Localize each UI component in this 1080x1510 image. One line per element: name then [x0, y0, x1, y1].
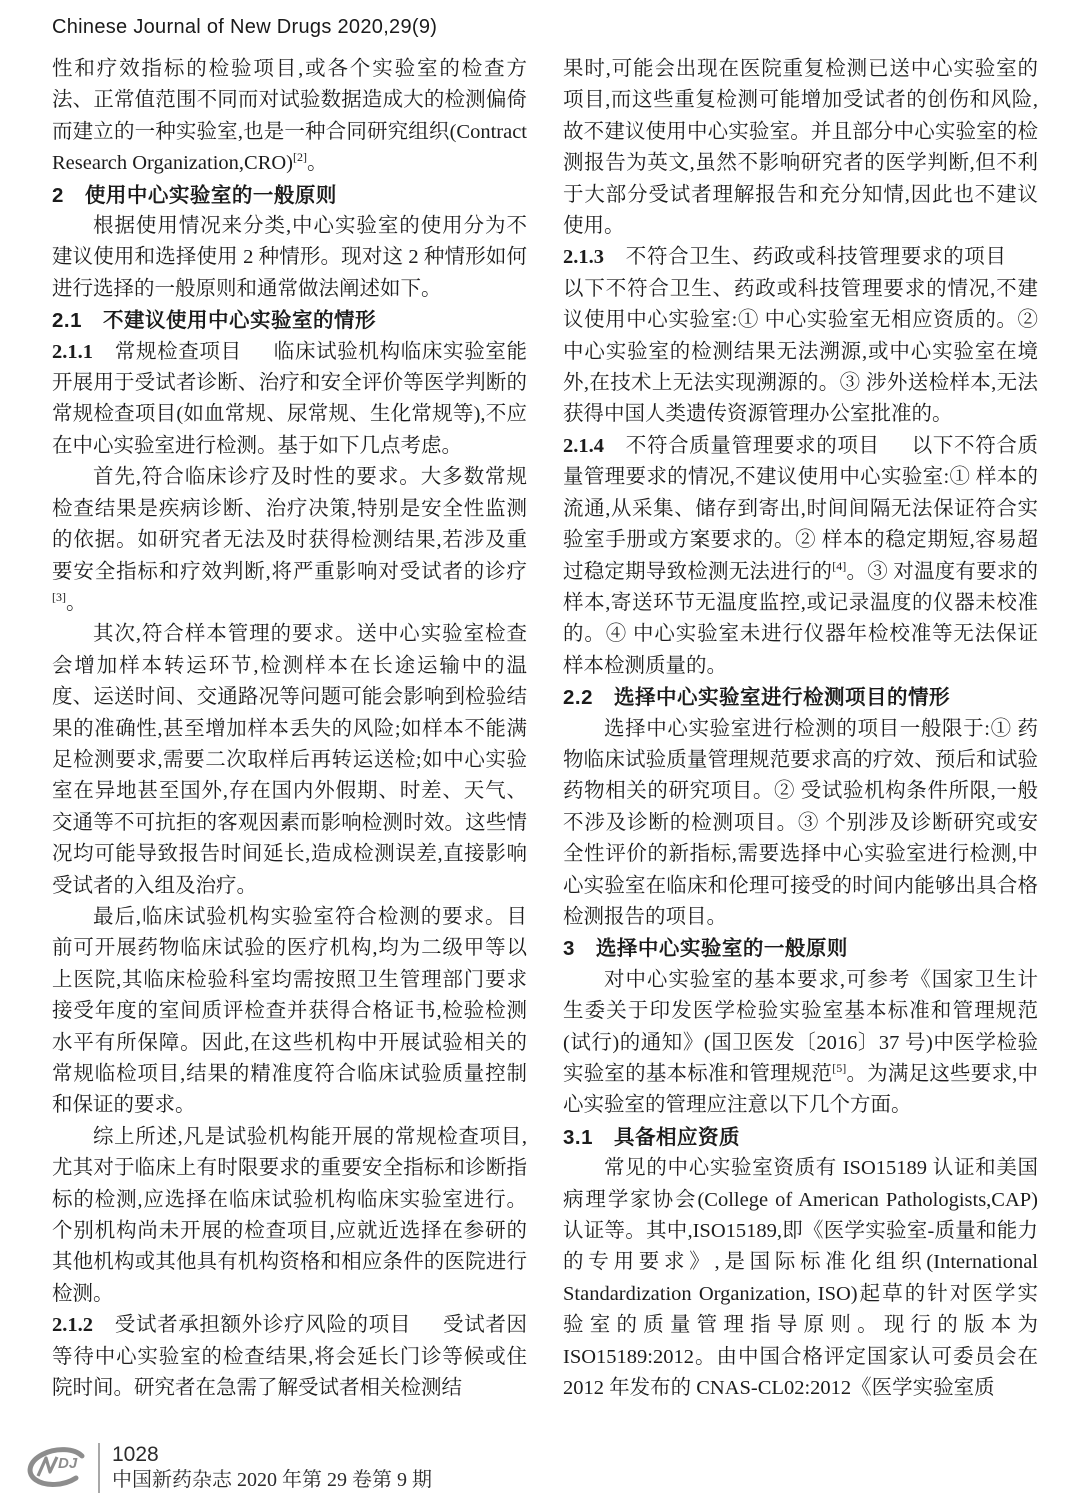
- reference-marker: [5]: [832, 1061, 847, 1076]
- left-column: [52, 54, 527, 1404]
- subsection-number: 2.1.3: [563, 246, 604, 269]
- paragraph: 选择中心实验室进行检测的项目一般限于:① 药物临床试验质量管理规范要求高的疗效、预后和试验药物相关的研究项目。② 受试验机构条件所限,一般不涉及诊断的检测项目。③ 个别涉及诊断研究或安全性评价的新指标,需要选择中心实验室进行检测,中心实验室在临床和伦理可接受的时间内能够出具合格检测报告的项目。: [563, 717, 1038, 928]
- paragraph: 果时,可能会出现在医院重复检测已送中心实验室的项目,而这些重复检测可能增加受试者的创伤和风险,故不建议使用中心实验室。并且部分中心实验室的检测报告为英文,虽然不影响研究者的医学判断,但不利于大部分受试者理解报告和充分知情,因此也不建议使用。: [563, 58, 1038, 238]
- section-heading: 3 选择中心实验室的一般原则: [563, 937, 848, 961]
- section-heading: 2 使用中心实验室的一般原则: [52, 183, 337, 207]
- subsection-paragraph: 2.1.2 受试者承担额外诊疗风险的项目 受试者因等待中心实验室的检查结果,将会延长门诊等候或住院时间。研究者在急需了解受试者相关检测结: [52, 1314, 527, 1400]
- article-body: [52, 54, 1037, 1404]
- paragraph: 最后,临床试验机构实验室符合检测的要求。目前可开展药物临床试验的医疗机构,均为二级甲等以上医院,其临床检验科室均需按照卫生管理部门要求接受年度的室间质评检查并获得合格证书,检验检测水平有所保障。因此,在这些机构中开展试验相关的常规临检项目,结果的精准度符合临床试验质量控制和保证的要求。: [52, 905, 527, 1117]
- running-head: Chinese Journal of New Drugs 2020,29(9): [52, 16, 438, 38]
- section-heading: 2.2 选择中心实验室进行检测项目的情形: [563, 686, 950, 710]
- paragraph: 其次,符合样本管理的要求。送中心实验室检查会增加样本转运环节,检测样本在长途运输中的温度、运送时间、交通路况等问题可能会影响到检验结果的准确性,甚至增加样本丢失的风险;如样本不能满足检测要求,需要二次取样后再转运送检;如中心实验室在异地甚至国外,存在国内外假期、时差、天气、交通等不可抗拒的客观因素而影响检测时效。这些情况均可能导致报告时间延长,造成检测误差,直接影响受试者的入组及治疗。: [52, 623, 527, 897]
- footer-divider: [98, 1443, 100, 1493]
- reference-marker: [2]: [293, 150, 307, 165]
- paragraph: 对中心实验室的基本要求,可参考《国家卫生计生委关于印发医学检验实验室基本标准和管理规范(试行)的通知》(国卫医发〔2016〕37 号)中医学检验实验室的基本标准和管理规范[5]。为满足这些要求,中心实验室的管理应注意以下几个方面。: [563, 968, 1039, 1117]
- subsection-paragraph: 2.1.4 不符合质量管理要求的项目 以下不符合质量管理要求的情况,不建议使用中心实验室:① 样本的流通,从采集、储存到寄出,时间间隔无法保证符合实验室手册或方案要求的。② 样本的稳定期短,容易超过稳定期导致检测无法进行的[4]。③ 对温度有要求的样本,寄送环节无温度监控,或记录温度的仪器未校准的。④ 中心实验室未进行仪器年检校准等无法保证样本检测质量的。: [563, 434, 1039, 677]
- journal-logo-icon: [24, 1442, 90, 1494]
- footer-journal-line: 中国新药杂志 2020 年第 29 卷第 9 期: [112, 1469, 432, 1491]
- page-number: 1028: [112, 1443, 159, 1466]
- journal-logo-letters: DJ: [58, 1455, 78, 1472]
- right-column: [563, 54, 1038, 1404]
- page-footer: [24, 1442, 432, 1494]
- subsection-number: 2.1.1: [52, 340, 93, 363]
- paragraph: 首先,符合临床诊疗及时性的要求。大多数常规检查结果是疾病诊断、治疗决策,特别是安全性监测的依据。如研究者无法及时获得检测结果,若涉及重要安全指标和疗效判断,将严重影响对受试者的诊疗[3]。: [52, 466, 527, 614]
- subsection-paragraph: 2.1.3 不符合卫生、药政或科技管理要求的项目 以下不符合卫生、药政或科技管理要求的情况,不建议使用中心实验室:① 中心实验室无相应资质的。② 中心实验室的检测结果无法溯源,或中心实验室在境外,在技术上无法实现溯源的。③ 涉外送检样本,无法获得中国人类遗传资源管理办公室批准的。: [563, 246, 1038, 426]
- paragraph: 综上所述,凡是试验机构能开展的常规检查项目,尤其对于临床上有时限要求的重要安全指标和诊断指标的检测,应选择在临床试验机构临床实验室进行。个别机构尚未开展的检查项目,应就近选择在参研的其他机构或其他具有机构资格和相应条件的医院进行检测。: [52, 1125, 527, 1305]
- section-heading: 2.1 不建议使用中心实验室的情形: [52, 309, 376, 333]
- subsection-paragraph: 2.1.1 常规检查项目 临床试验机构临床实验室能开展用于受试者诊断、治疗和安全评价等医学判断的常规检查项目(如血常规、尿常规、生化常规等),不应在中心实验室进行检测。基于如下几点考虑。: [52, 340, 527, 457]
- paragraph: 常见的中心实验室资质有 ISO15189 认证和美国病理学家协会(College of American Pathologists,CAP)认证等。其中,ISO15189,即《医学实验室-质量和能力的专用要求》,是国际标准化组织(International Standardization Organization, ISO)起草的针对医学实验室的质量管理指导原则。现行的版本为 ISO15189:2012。由中国合格评定国家认可委员会在 2012 年发布的 CNAS-CL02:2012《医学实验室质: [563, 1157, 1038, 1400]
- section-heading: 3.1 具备相应资质: [563, 1125, 740, 1149]
- paragraph: 性和疗效指标的检验项目,或各个实验室的检查方法、正常值范围不同而对试验数据造成大的检测偏倚而建立的一种实验室,也是一种合同研究组织(Contract Research Organization,CRO)[2]。: [52, 58, 527, 175]
- reference-marker: [3]: [52, 590, 66, 605]
- subsection-number: 2.1.2: [52, 1314, 93, 1337]
- footer-text: [112, 1443, 432, 1493]
- reference-marker: [4]: [832, 558, 847, 573]
- subsection-number: 2.1.4: [563, 434, 604, 457]
- paragraph: 根据使用情况来分类,中心实验室的使用分为不建议使用和选择使用 2 种情形。现对这 2 种情形如何进行选择的一般原则和通常做法阐述如下。: [52, 215, 527, 300]
